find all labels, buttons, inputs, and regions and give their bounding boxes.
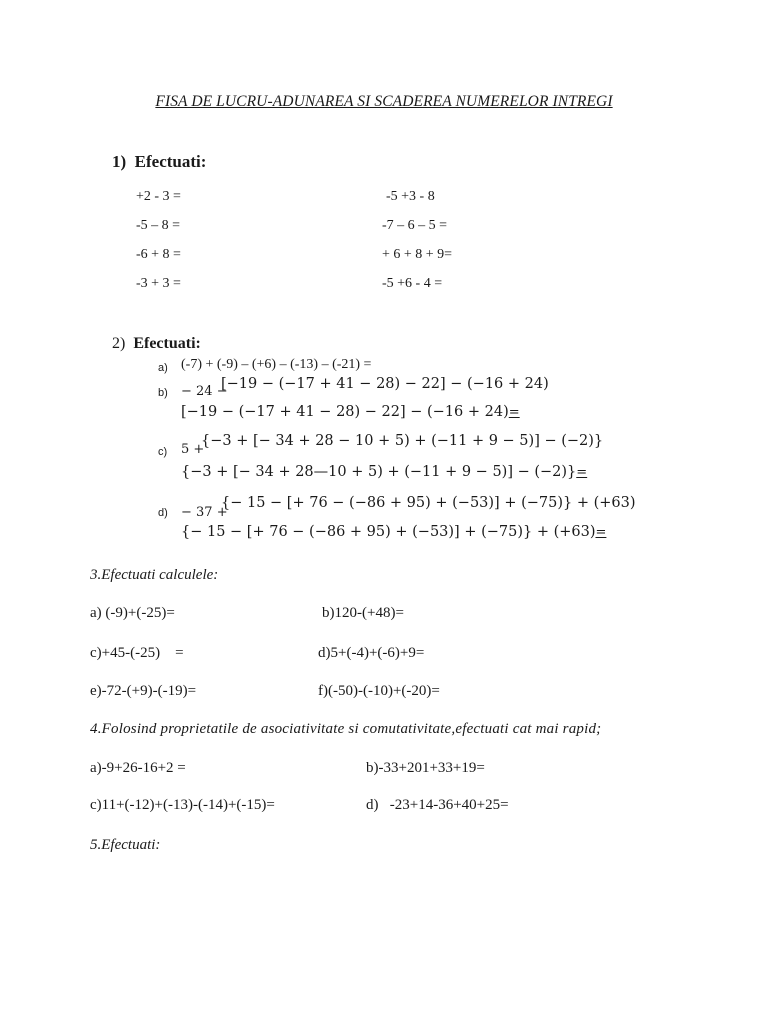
ex2b-line2-expression: [−19 − (−17 + 41 − 28) − 22] − (−16 + 24) <box>181 404 509 420</box>
ex2b-label: b) <box>158 387 168 399</box>
ex2a-label: a) <box>158 362 168 374</box>
ex4b: b)-33+201+33+19= <box>366 760 485 776</box>
ex1-right-2: -7 – 6 – 5 = <box>382 218 448 233</box>
ex1-left-2: -5 – 8 = <box>136 218 181 233</box>
ex2d-line1: {− 15 − [+ 76 − (−86 + 95) + (−53)] + (−75)} + (+63) <box>221 495 636 511</box>
ex2c-line2 <box>181 464 587 480</box>
ex1-left-1: +2 - 3 = <box>136 189 181 204</box>
section2-heading <box>112 335 201 353</box>
ex1-right-4: -5 +6 - 4 = <box>382 276 443 291</box>
ex2b-prefix: − 24 − <box>181 384 228 399</box>
ex2d-line2 <box>181 524 606 540</box>
section1-heading <box>112 152 206 172</box>
ex1-left-4: -3 + 3 = <box>136 276 181 291</box>
ex2a-expression: (-7) + (-9) – (+6) – (-13) – (-21) = <box>181 357 372 372</box>
ex3f: f)(-50)-(-10)+(-20)= <box>318 683 440 699</box>
ex3d: d)5+(-4)+(-6)+9= <box>318 645 425 661</box>
section4-heading: 4.Folosind proprietatile de asociativitate si comutativitate,efectuati cat mai rapid; <box>90 721 602 737</box>
ex2d-prefix: − 37 + <box>181 505 228 520</box>
ex2c-line2-expression: {−3 + [− 34 + 28—10 + 5) + (−11 + 9 − 5)] − (−2)} <box>181 464 577 480</box>
section3-heading: 3.Efectuati calculele: <box>90 567 219 583</box>
ex4a: a)-9+26-16+2 = <box>90 760 186 776</box>
ex1-right-3: + 6 + 8 + 9= <box>382 247 453 262</box>
ex2d-equals: = <box>595 525 607 540</box>
ex2c-line1: {−3 + [− 34 + 28 − 10 + 5) + (−11 + 9 − 5)] − (−2)} <box>201 433 604 449</box>
ex2b-line2 <box>181 404 520 420</box>
ex2c-label: c) <box>158 446 168 458</box>
ex2b-line1: [−19 − (−17 + 41 − 28) − 22] − (−16 + 24) <box>221 376 549 392</box>
section2-heading-text: Efectuati: <box>133 335 201 352</box>
ex3e: e)-72-(+9)-(-19)= <box>90 683 197 699</box>
ex4c: c)11+(-12)+(-13)-(-14)+(-15)= <box>90 797 275 813</box>
ex2c-equals: = <box>576 465 588 480</box>
section5-heading: 5.Efectuati: <box>90 837 161 853</box>
ex3b: b)120-(+48)= <box>322 605 404 621</box>
ex2c-prefix: 5 + <box>181 442 205 457</box>
ex1-left-3: -6 + 8 = <box>136 247 181 262</box>
section1-heading-text: Efectuati: <box>134 152 207 171</box>
ex3a: a) (-9)+(-25)= <box>90 605 175 621</box>
ex4d: d) -23+14-36+40+25= <box>366 797 509 813</box>
ex2d-label: d) <box>158 507 168 519</box>
ex1-right-1: -5 +3 - 8 <box>386 189 435 204</box>
ex3c: c)+45-(-25) = <box>90 645 184 661</box>
ex2d-line2-expression: {− 15 − [+ 76 − (−86 + 95) + (−53)] + (−75)} + (+63) <box>181 524 596 540</box>
section2-number: 2) <box>112 335 126 352</box>
ex2b-equals: = <box>508 405 520 420</box>
page-title: FISA DE LUCRU-ADUNAREA SI SCADEREA NUMERELOR INTREGI <box>155 93 613 110</box>
section1-number: 1) <box>112 152 127 171</box>
